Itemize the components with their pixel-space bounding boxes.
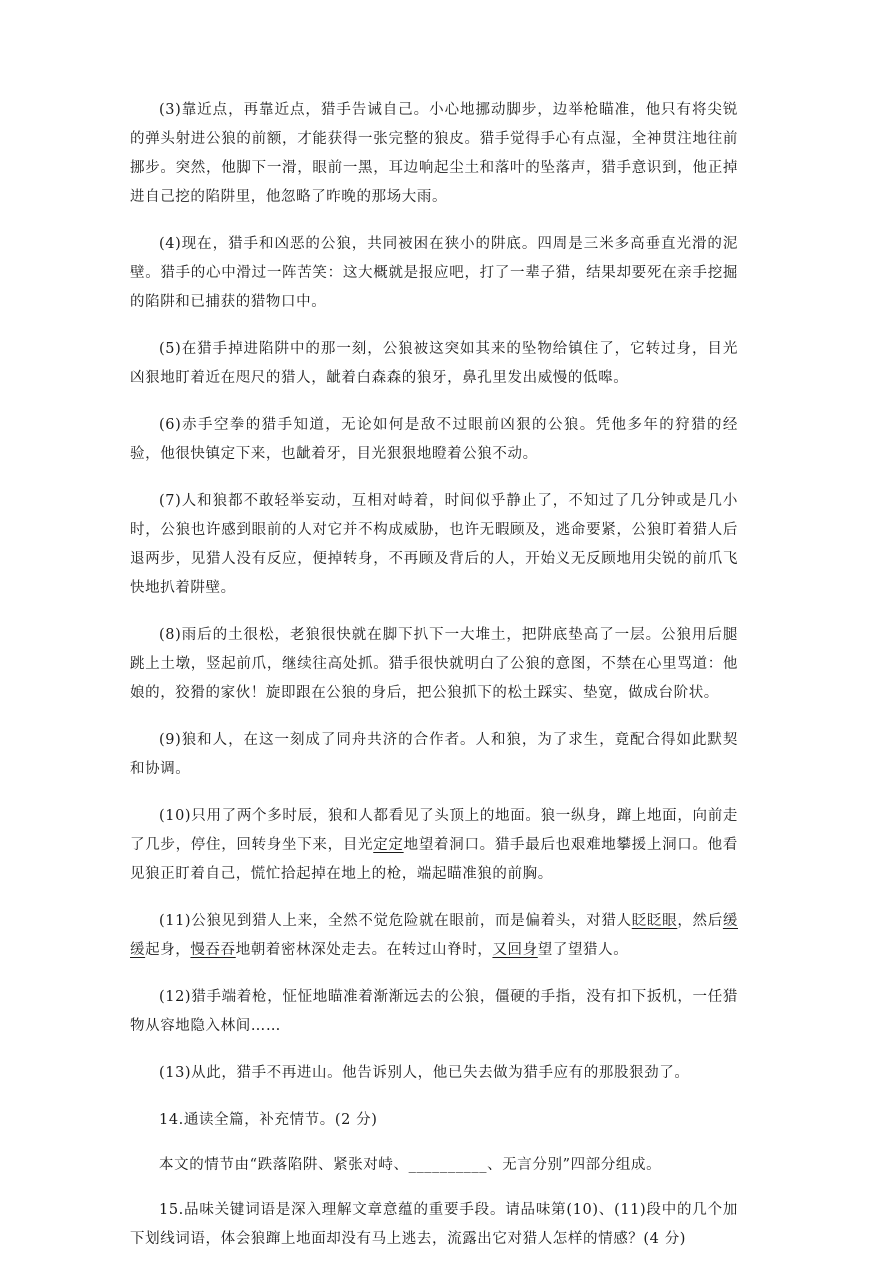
question-14-title: 14.通读全篇，补充情节。(2 分) [159, 1112, 378, 1128]
paragraph-7: (7)人和狼都不敢轻举妄动，互相对峙着，时间似乎静止了，不知过了几分钟或是几小时，公狼也许感到眼前的人对它并不构成威胁，也许无暇顾及，逃命要紧，公狼盯着猎人后退两步，见猎人没有反应，便掉转身，不再顾及背后的人，开始义无反顾地用尖锐的前爪飞快地扒着阱壁。 [130, 493, 738, 596]
underlined-word: 又回身 [492, 942, 538, 958]
paragraph-10-text: 地望着洞口。猎手最后也艰难地攀援上洞口。他看见狼正盯着自己，慌忙拾起掉在地上的枪，端起瞄准狼的前胸。 [130, 837, 738, 882]
paragraph-11-text: 望了望猎人。 [537, 942, 629, 958]
paragraph-11-text: (11)公狼见到猎人上来，全然不觉危险就在眼前，而是偏着头，对猎人 [159, 913, 632, 929]
paragraph-11 [130, 907, 738, 965]
paragraph-10 [130, 802, 738, 889]
underlined-word: 缓缓 [130, 913, 738, 958]
paragraph-11-text: ，然后 [677, 913, 723, 929]
paragraph-11-text: 起身， [145, 942, 191, 958]
question-14-body: 本文的情节由“跌落陷阱、紧张对峙、__________、无言分别”四部分组成。 [159, 1157, 662, 1173]
underlined-word: 慢吞吞 [190, 942, 236, 958]
paragraph-6: (6)赤手空拳的猎手知道，无论如何是敌不过眼前凶狠的公狼。凭他多年的狩猎的经验，他很快镇定下来，也龇着牙，目光狠狠地瞪着公狼不动。 [130, 417, 738, 462]
paragraph-5: (5)在猎手掉进陷阱中的那一刻，公狼被这突如其来的坠物给镇住了，它转过身，目光凶狠地盯着近在咫尺的猎人，龇着白森森的狼牙，鼻孔里发出威慢的低嗥。 [130, 341, 738, 386]
paragraph-8: (8)雨后的土很松，老狼很快就在脚下扒下一大堆土，把阱底垫高了一层。公狼用后腿跳上土墩，竖起前爪，继续往高处抓。猎手很快就明白了公狼的意图，不禁在心里骂道：他娘的，狡猾的家伙！旋即跟在公狼的身后，把公狼抓下的松土踩实、垫宽，做成台阶状。 [130, 627, 738, 701]
question-15: 15.品味关键词语是深入理解文章意蕴的重要手段。请品味第(10)、(11)段中的几个加下划线词语，体会狼蹿上地面却没有马上逃去，流露出它对猎人怎样的情感？(4 分) [130, 1202, 738, 1247]
paragraph-11-text: 地朝着密林深处走去。在转过山脊时， [235, 942, 493, 958]
paragraph-13: (13)从此，猎手不再进山。他告诉别人，他已失去做为猎手应有的那股狠劲了。 [159, 1065, 690, 1081]
paragraph-9: (9)狼和人，在这一刻成了同舟共济的合作者。人和狼，为了求生，竟配合得如此默契和协调。 [130, 732, 738, 777]
paragraph-10-text: (10)只用了两个多时辰，狼和人都看见了头顶上的地面。狼一纵身，蹿上地面，向前走了几步，停住，回转身坐下来，目光 [130, 808, 738, 853]
document-body [130, 96, 738, 1272]
paragraph-3: (3)靠近点，再靠近点，猎手告诫自己。小心地挪动脚步，边举枪瞄准，他只有将尖锐的弹头射进公狼的前额，才能获得一张完整的狼皮。猎手觉得手心有点湿，全神贯注地往前挪步。突然，他脚下一滑，眼前一黑，耳边响起尘土和落叶的坠落声，猎手意识到，他正掉进自己挖的陷阱里，他忽略了昨晚的那场大雨。 [130, 102, 738, 205]
underlined-word: 眨眨眼 [631, 913, 678, 929]
paragraph-12: (12)猎手端着枪，怔怔地瞄准着渐渐远去的公狼，僵硬的手指，没有扣下扳机，一任猎物从容地隐入林间…… [130, 989, 738, 1034]
paragraph-4: (4)现在，猎手和凶恶的公狼，共同被困在狭小的阱底。四周是三米多高垂直光滑的泥壁。猎手的心中滑过一阵苦笑：这大概就是报应吧，打了一辈子猎，结果却要死在亲手挖掘的陷阱和已捕获的猎物口中。 [130, 236, 738, 310]
underlined-word: 定定 [373, 837, 404, 853]
